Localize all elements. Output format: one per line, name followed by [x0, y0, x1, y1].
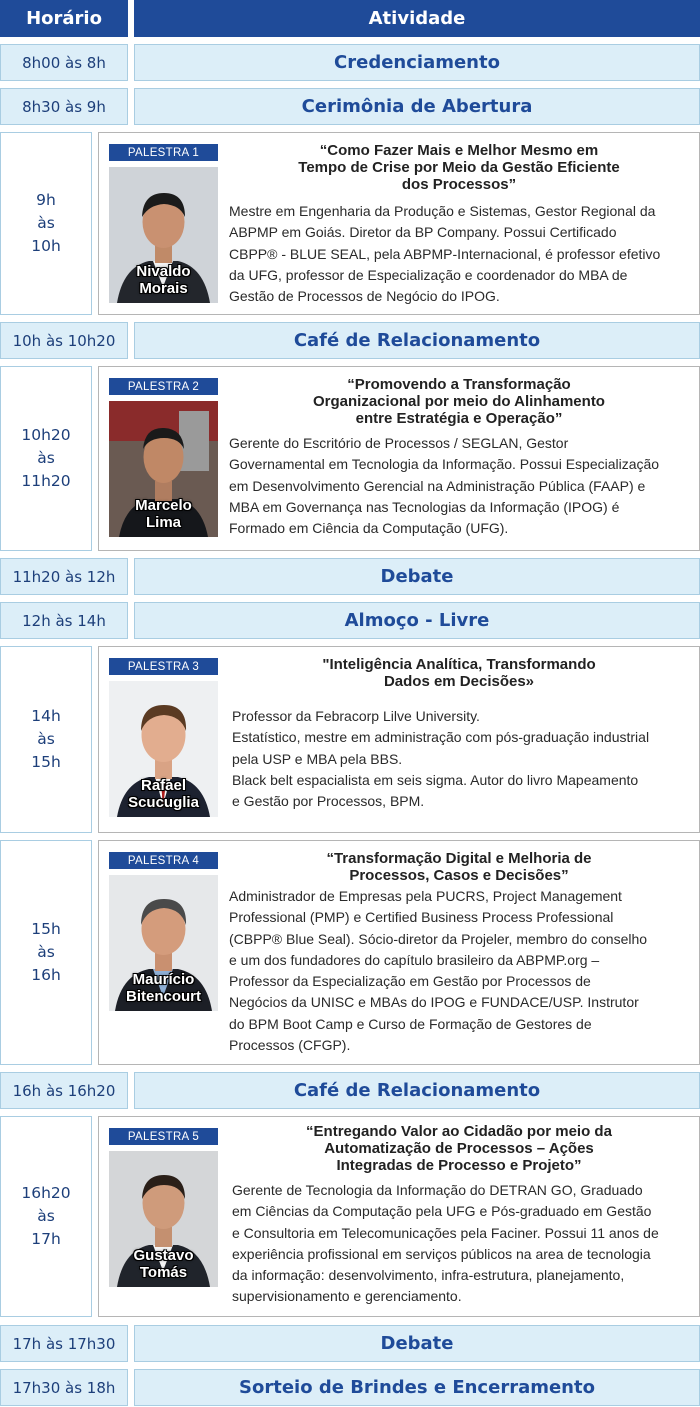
speaker-name: Rafael Scucuglia [128, 777, 199, 811]
time-cell: 17h às 17h30 [0, 1325, 128, 1362]
lecture-description: Gerente de Tecnologia da Informação do DETRAN GO, Graduado em Ciências da Computação pela UFG e Pós-graduado em Gestão e Consultoria em Telecomunicações pela Faciner. Possui 11 anos de experiência profissional em serviços públicos na area de tecnologia da informação: desenvolvimento, infra-estrutura, planejamento, supervisionamento e gerenciamento. [232, 1182, 659, 1305]
activity-cell: Café de Relacionamento [134, 1072, 700, 1109]
activity-cell: Debate [134, 1325, 700, 1362]
activity-cell: Cerimônia de Abertura [134, 88, 700, 125]
time-end: 10h [31, 237, 61, 255]
time-cell: 11h20 às 12h [0, 558, 128, 595]
lecture-time-cell [0, 132, 92, 315]
lecture-time-cell [0, 366, 92, 551]
lecture-title: “Entregando Valor ao Cidadão por meio da Automatização de Processos – Ações Integradas de Processo e Projeto” [306, 1123, 612, 1174]
lecture-card [98, 132, 700, 315]
speaker-name: Gustavo Tomás [133, 1247, 194, 1281]
time-start: 14h [31, 707, 61, 725]
lecture-description: Gerente do Escritório de Processos / SEGLAN, Gestor Governamental em Tecnologia da Informação. Possui Especialização em Desenvolvimento Gerencial na Administração Pública (FAAP) e MBA em Governança nas Tecnologias da Informação (IPOG) é Formado em Ciência da Computação (UFG). [229, 435, 660, 537]
time-cell: 16h às 16h20 [0, 1072, 128, 1109]
time-end: 15h [31, 753, 61, 771]
lecture-title: “Transformação Digital e Melhoria de Processos, Casos e Decisões” [326, 850, 592, 884]
activity-cell: Credenciamento [134, 44, 700, 81]
speaker-name: Maurício Bitencourt [126, 971, 201, 1005]
time-start: 16h20 [21, 1184, 71, 1202]
lecture-time-cell [0, 1116, 92, 1317]
lecture-card [98, 366, 700, 551]
speaker-name: Nivaldo Morais [136, 263, 191, 297]
time-cell: 8h30 às 9h [0, 88, 128, 125]
time-separator: às [37, 214, 55, 232]
time-end: 11h20 [21, 472, 71, 490]
activity-cell: Sorteio de Brindes e Encerramento [134, 1369, 700, 1406]
lecture-description: Mestre em Engenharia da Produção e Sistemas, Gestor Regional da ABPMP em Goiás. Diretor da BP Company. Possui Certificado CBPP® - BLUE SEAL, pela ABPMP-Internacional, é professor efetivo da UFG, professor de Especialização e coordenador do MBA de Gestão de Processos de Negócio do IPOG. [229, 203, 661, 305]
lecture-time-cell [0, 840, 92, 1065]
lecture-title: "Inteligência Analítica, Transformando Dados em Decisões» [322, 656, 596, 690]
speaker-photo [109, 401, 218, 537]
lecture-description: Professor da Febracorp Lilve University. Estatístico, mestre em administração com pós-graduação industrial pela USP e MBA pela BBS. Black belt espacialista em seis sigma. Autor do livro Mapeamento e Gestão por Processos, BPM. [232, 708, 650, 810]
header-activity: Atividade [134, 0, 700, 37]
activity-cell: Almoço - Livre [134, 602, 700, 639]
time-start: 9h [36, 191, 56, 209]
lecture-card [98, 840, 700, 1065]
time-start: 10h20 [21, 426, 71, 444]
lecture-title: “Como Fazer Mais e Melhor Mesmo em Tempo de Crise por Meio da Gestão Eficiente dos Processos” [298, 142, 620, 193]
speaker-photo [109, 875, 218, 1011]
header-time: Horário [0, 0, 128, 37]
speaker-photo [109, 167, 218, 303]
time-cell: 8h00 às 8h [0, 44, 128, 81]
activity-cell: Café de Relacionamento [134, 322, 700, 359]
lecture-card [98, 646, 700, 833]
lecture-title: “Promovendo a Transformação Organizacional por meio do Alinhamento entre Estratégia e Operação” [313, 376, 605, 427]
time-separator: às [37, 449, 55, 467]
speaker-photo [109, 681, 218, 817]
time-end: 17h [31, 1230, 61, 1248]
lecture-card [98, 1116, 700, 1317]
lecture-badge: PALESTRA 3 [109, 658, 218, 675]
lecture-badge: PALESTRA 1 [109, 144, 218, 161]
time-start: 15h [31, 920, 61, 938]
time-separator: às [37, 1207, 55, 1225]
lecture-badge: PALESTRA 2 [109, 378, 218, 395]
speaker-name: Marcelo Lima [135, 497, 192, 531]
time-separator: às [37, 943, 55, 961]
speaker-photo [109, 1151, 218, 1287]
lecture-badge: PALESTRA 4 [109, 852, 218, 869]
lecture-description: Administrador de Empresas pela PUCRS, Project Management Professional (PMP) e Certified Business Process Professional (CBPP® Blue Seal). Sócio-diretor da Projeler, membro do conselho e um dos fundadores do capítulo brasileiro da ABPMP.org – Professor da Especialização em Gestão por Processos de Negócios da UNISC e MBAs do IPOG e FUNDACE/USP. Instrutor do BPM Boot Camp e Curso de Formação de Gestores de Processos (CFGP). [229, 888, 648, 1054]
lecture-time-cell [0, 646, 92, 833]
time-end: 16h [31, 966, 61, 984]
time-cell: 10h às 10h20 [0, 322, 128, 359]
time-cell: 12h às 14h [0, 602, 128, 639]
lecture-badge: PALESTRA 5 [109, 1128, 218, 1145]
activity-cell: Debate [134, 558, 700, 595]
time-separator: às [37, 730, 55, 748]
time-cell: 17h30 às 18h [0, 1369, 128, 1406]
